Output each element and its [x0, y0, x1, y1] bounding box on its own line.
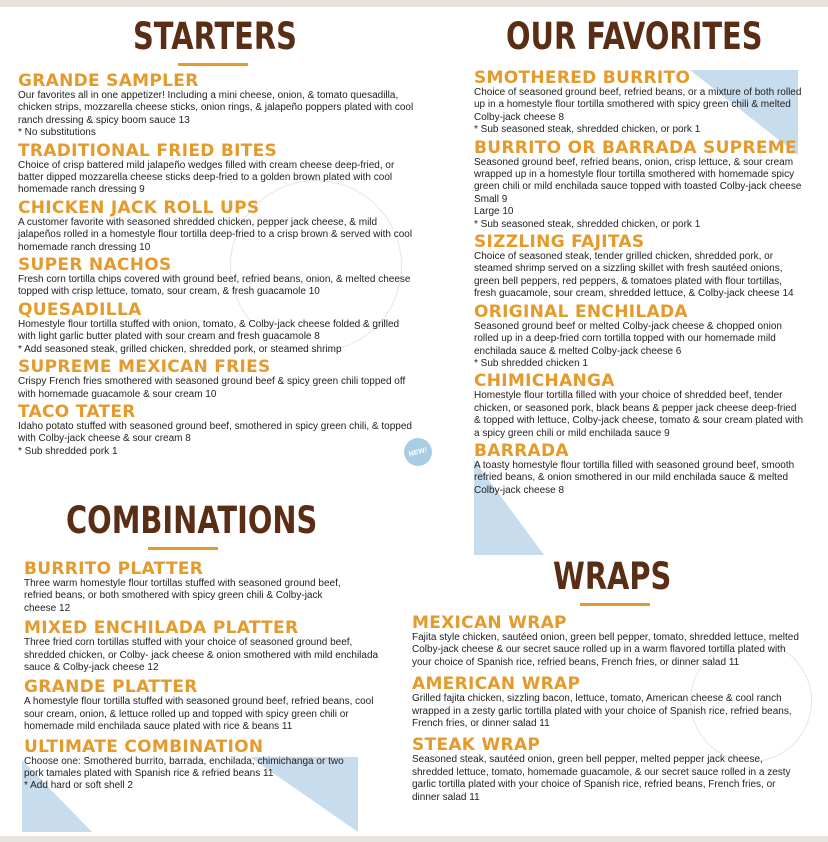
combinations-list: [24, 560, 384, 793]
section-title-combinations: COMBINATIONS: [66, 499, 318, 542]
item-name: SIZZLING FAJITAS: [474, 232, 645, 253]
menu-item: [412, 736, 802, 804]
menu-item: [474, 303, 804, 371]
item-note: * Add hard or soft shell 2: [24, 780, 133, 792]
item-description: A customer favorite with seasoned shredded chicken, pepper jack cheese, & mild jalapeños rolled in a homestyle flour tortilla deep-fried to a crisp brown & served with cool homemade ranch dressing 10: [18, 216, 413, 253]
item-description: Our favorites all in one appetizer! Including a mini cheese, onion, & tomato quesadilla, chicken strips, mozzarella cheese sticks, onion rings, & jalapeño poppers plated with cool ranch dressing & spicy boom sauce 13: [18, 90, 414, 126]
item-name: ULTIMATE COMBINATION: [24, 736, 264, 757]
item-note: * Sub shredded chicken 1: [474, 357, 588, 369]
item-name: CHIMICHANGA: [474, 371, 615, 392]
item-name: SUPER NACHOS: [18, 255, 172, 276]
section-title-wraps: WRAPS: [553, 555, 672, 598]
item-description: A toasty homestyle flour tortilla filled with seasoned ground beef, smooth refried beans, & onion smothered in our mild enchilada sauce & melted Colby-jack cheese 8: [474, 459, 795, 496]
menu-item: [18, 72, 416, 140]
item-name: SUPREME MEXICAN FRIES: [18, 357, 271, 378]
item-note: * Sub seasoned steak, shredded chicken, or pork 1: [474, 218, 701, 230]
item-note: * Add seasoned steak, grilled chicken, shredded pork, or steamed shrimp: [18, 343, 342, 355]
menu-item: [474, 233, 804, 301]
new-badge: NEW!: [401, 435, 435, 469]
item-name: ORIGINAL ENCHILADA: [474, 301, 688, 322]
item-description: Fajita style chicken, sautéed onion, green bell pepper, tomato, shredded lettuce, melted Colby-jack cheese & our secret sauce rolled up in a warm flavored tortilla plated with your choice of Spanish rice, refried beans, French fries, or dinner salad 11: [412, 632, 799, 668]
item-description: A homestyle flour tortilla stuffed with seasoned ground beef, refried beans, cool sour cream, onion, & lettuce rolled up and topped with spicy green chili or homemade mild enchilada sauce plated with rice & beans 11: [24, 696, 374, 733]
item-name: GRANDE PLATTER: [24, 677, 198, 698]
item-name: STEAK WRAP: [412, 735, 541, 756]
favorites-list: [474, 69, 804, 497]
menu-item: [474, 372, 804, 440]
menu-item: [474, 442, 804, 497]
item-description: Idaho potato stuffed with seasoned ground beef, smothered in spicy green chili, & topped with Colby-jack cheese & sour cream 8: [18, 420, 412, 445]
menu-item: [24, 678, 384, 733]
item-description: Homestyle flour tortilla filled with your choice of shredded beef, tender chicken, or seasoned pork, black beans & pepper jack cheese deep-fried & topped with lettuce, Colby-jack cheese, tomato & sour cream plated with a spicy green chili or mild enchilada sauce 9: [474, 390, 804, 439]
menu-item: [474, 69, 804, 137]
item-description: Choice of seasoned ground beef, refried beans, or a mixture of both rolled up in a homestyle flour tortilla smothered with spicy green chili & melted Colby-jack cheese 8: [474, 87, 802, 123]
item-description: Homestyle flour tortilla stuffed with onion, tomato, & Colby-jack cheese folded & grilled with light garlic butter plated with sour cream and fresh guacamole 8: [18, 318, 400, 343]
item-name: MEXICAN WRAP: [412, 613, 567, 633]
item-name: BURRITO OR BARRADA SUPREME: [474, 137, 797, 158]
item-name: MIXED ENCHILADA PLATTER: [24, 618, 299, 639]
menu-item: [18, 403, 416, 458]
item-size-line: Small 9: [474, 193, 508, 205]
item-name: SMOTHERED BURRITO: [474, 68, 691, 88]
item-size-line: Large 10: [474, 206, 514, 218]
item-description: Crispy French fries smothered with seasoned ground beef & spicy green chili topped off with homemade guacamole & sour cream 10: [18, 376, 406, 400]
item-note: * Sub shredded pork 1: [18, 445, 118, 457]
item-note: * Sub seasoned steak, shredded chicken, or pork 1: [474, 124, 701, 136]
section-title-favorites: OUR FAVORITES: [506, 15, 763, 58]
bottom-border: [0, 836, 828, 842]
heading-underline: [580, 603, 650, 606]
menu-item: [24, 738, 384, 793]
item-description: Seasoned steak, sautéed onion, green bell pepper, melted pepper jack cheese, shredded lettuce, tomato, homemade guacamole, & our secret sauce rolled in a zesty garlic tortilla plated with your choice of Spanish rice, refried beans, French fries, or dinner salad 11: [412, 754, 791, 803]
menu-item: [18, 256, 416, 299]
item-name: AMERICAN WRAP: [412, 674, 581, 695]
item-name: TACO TATER: [18, 401, 136, 422]
item-name: QUESADILLA: [18, 299, 142, 320]
menu-item: [18, 142, 416, 197]
item-description: Choice of seasoned steak, tender grilled chicken, shredded pork, or steamed shrimp served on a sizzling skillet with fresh sautéed onions, green bell peppers, red peppers, & tomatoes plated with flour tortillas, fresh guacamole, sour cream, shredded lettuce, & Colby-jack cheese 14: [474, 251, 794, 300]
item-description: Three warm homestyle flour tortillas stuffed with seasoned ground beef, refried beans, or both smothered with spicy green chili & Colby-jack cheese 12: [24, 578, 341, 614]
menu-item: [18, 301, 416, 356]
item-name: CHICKEN JACK ROLL UPS: [18, 197, 260, 218]
menu-item: [18, 199, 416, 254]
item-description: Grilled fajita chicken, sizzling bacon, lettuce, tomato, American cheese & cool ranch wrapped in a zesty garlic tortilla plated with your choice of Spanish rice, refried beans, French fries, or dinner salad 11: [412, 693, 792, 730]
menu-item: [18, 358, 416, 401]
menu-item: [474, 139, 804, 231]
menu-item: [412, 675, 802, 730]
item-description: Three fried corn tortillas stuffed with your choice of seasoned ground beef, shredded chicken, or Colby- jack cheese & onion smothered with mild enchilada sauce & Colby-jack cheese 12: [24, 637, 379, 674]
section-title-starters: STARTERS: [133, 15, 297, 58]
starters-list: [18, 72, 416, 458]
item-description: Choice of crisp battered mild jalapeño wedges filled with cream cheese deep-fried, or batter dipped mozzarella cheese sticks deep-fried to a golden brown plated with cool homemade ranch dressing 9: [18, 159, 395, 196]
item-name: TRADITIONAL FRIED BITES: [18, 140, 278, 161]
heading-underline: [178, 63, 248, 66]
item-description: Seasoned ground beef or melted Colby-jack cheese & chopped onion rolled up in a deep-fried corn tortilla topped with our homemade mild enchilada sauce & melted Colby-jack cheese 6: [474, 320, 782, 357]
menu-item: [24, 619, 384, 674]
top-border: [0, 0, 828, 7]
item-name: BARRADA: [474, 440, 569, 461]
menu-item: [24, 560, 384, 615]
item-description: Choose one: Smothered burrito, barrada, enchilada, chimichanga or two pork tamales plated with Spanish rice & refried beans 11: [24, 755, 344, 780]
heading-underline: [148, 547, 218, 550]
item-name: BURRITO PLATTER: [24, 559, 204, 579]
wraps-list: [412, 614, 802, 804]
item-name: GRANDE SAMPLER: [18, 71, 199, 91]
item-description: Fresh corn tortilla chips covered with ground beef, refried beans, onion, & melted cheese topped with crisp lettuce, tomato, sour cream, & fresh guacamole 10: [18, 274, 411, 298]
item-description: Seasoned ground beef, refried beans, onion, crisp lettuce, & sour cream wrapped up in a homestyle flour tortilla smothered with homemade spicy green chili or mild enchilada sauce topped with toasted Colby-jack cheese: [474, 156, 802, 193]
item-note: * No substitutions: [18, 127, 96, 139]
menu-item: [412, 614, 802, 669]
